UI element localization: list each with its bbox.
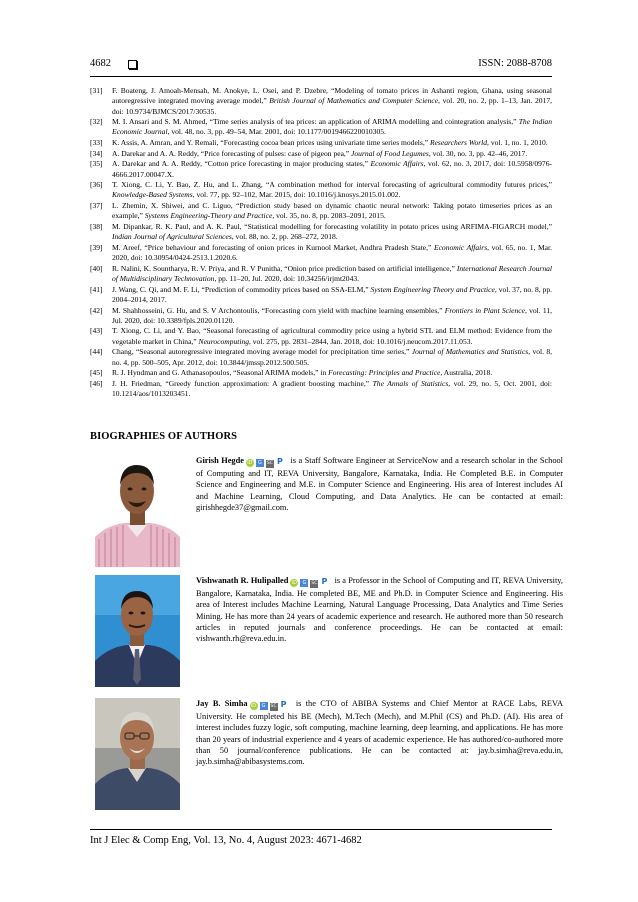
reference-number: [41] <box>90 284 103 294</box>
author-bio-text <box>196 455 563 513</box>
reference-text <box>112 159 552 180</box>
author-bio-text <box>196 575 563 644</box>
scopus-icon[interactable]: SC <box>266 461 273 466</box>
reference-number: [34] <box>90 148 103 158</box>
reference-list <box>90 86 552 400</box>
reference-text <box>112 326 552 347</box>
reference-source: Systems Engineering-Theory and Practice <box>144 211 273 221</box>
reference-source: The Indian Economic Journal <box>112 117 552 137</box>
reference-text <box>112 149 552 159</box>
reference-source: Frontiers in Plant Science <box>444 305 525 315</box>
section-heading: BIOGRAPHIES OF AUTHORS <box>90 431 238 442</box>
reference-item <box>90 326 552 347</box>
author-photo <box>95 575 180 687</box>
reference-item <box>90 159 552 180</box>
reference-details: , vol. 77, pp. 92–102, Mar. 2015, doi: 10.1016/j.knosys.2015.01.002. <box>192 190 401 200</box>
reference-authors-title: K. Assis, A. Amran, and Y. Remali, “Forecasting cocoa bean prices using univariate time series models,” <box>112 138 430 148</box>
reference-authors-title: J. Wang, C. Qi, and M. F. Li, “Prediction of commodity prices based on SSA-ELM,” <box>112 284 371 294</box>
author-profile-icons <box>290 576 330 588</box>
publons-icon[interactable]: P <box>321 577 328 586</box>
reference-details: , vol. 20, no. 2, pp. 1–13, Jan. 2017, doi: 10.9734/BJMCS/2017/30535. <box>112 96 552 116</box>
reference-details: , pp. 11–20, Jul. 2020, doi: 10.34256/irjmt2043. <box>214 274 360 284</box>
page-footer: Int J Elec & Comp Eng, Vol. 13, No. 4, August 2023: 4671-4682 <box>90 835 362 846</box>
reference-source: British Journal of Mathematics and Computer Science <box>269 96 439 106</box>
reference-number: [39] <box>90 242 103 252</box>
reference-details: , vol. 88, no. 2, pp. 268–272, 2018. <box>231 232 338 242</box>
author-photo <box>95 698 180 810</box>
reference-number: [43] <box>90 326 103 336</box>
publons-icon[interactable]: P <box>276 457 283 466</box>
reference-number: [33] <box>90 138 103 148</box>
page-header <box>90 58 552 76</box>
reference-text <box>112 86 552 117</box>
reference-number: [36] <box>90 180 103 190</box>
reference-number: [40] <box>90 263 103 273</box>
reference-item <box>90 149 552 159</box>
reference-source: Knowledge-Based Systems <box>112 190 193 200</box>
reference-source: Economic Affairs <box>370 159 424 169</box>
issn: ISSN: 2088-8708 <box>478 58 552 69</box>
reference-item <box>90 368 552 378</box>
orcid-icon[interactable]: iD <box>247 460 253 466</box>
reference-details: , vol. 11, Jul. 2020, doi: 10.3389/fpls.2020.01120. <box>112 305 552 325</box>
reference-source: Forecasting: Principles and Practice <box>328 368 441 378</box>
reference-item <box>90 117 552 138</box>
reference-item <box>90 306 552 327</box>
reference-number: [44] <box>90 347 103 357</box>
reference-item <box>90 243 552 264</box>
author-description: is a Professor in the School of Computing and IT, REVA University, Bangalore, Karnataka, India. He completed BE, ME and Ph.D. in Computer Science and Engineering. His area of Interest includes Machine Learning, Natural Language Processing, Data Analytics and Time Series Mining. He has more than 24 years of academic experience and research. He authored more than 50 research articles in reputed journals and conference proceedings. He can be contacted at email: vishwanth.rh@reva.edu.in. <box>196 576 564 644</box>
orcid-icon[interactable]: iD <box>250 703 257 709</box>
reference-authors-title: M. Shahhosseini, G. Hu, and S. V Archontoulis, “Forecasting corn yield with machine learning ensembles,” <box>112 305 445 315</box>
reference-details: , vol. 35, no. 8, pp. 2083–2091, 2015. <box>272 211 386 221</box>
reference-authors-title: A. Darekar and A. A. Reddy, “Price forecasting of pulses: case of pigeon pea,” <box>112 148 352 158</box>
reference-authors-title: Chang, “Seasonal autoregressive integrated moving average model for precipitation time series,” <box>112 347 412 357</box>
reference-authors-title: M. I. Ansari and S. M. Ahmed, “Time series analysis of tea prices: an application of ARIMA modelling and cointegration analysis,” <box>112 117 519 127</box>
reference-item <box>90 86 552 117</box>
reference-source: Neurocomputing <box>198 336 249 346</box>
reference-authors-title: F. Boateng, J. Amoah-Mensah, M. Anokye, L. Osei, and P. Dzebre, “Modeling of tomato prices in Ashanti region, Ghana, using seasonal autoregressive integrated moving average model,” <box>112 86 552 106</box>
reference-number: [37] <box>90 201 103 211</box>
reference-text <box>112 306 552 327</box>
reference-details: , Australia, 2018. <box>440 368 493 378</box>
author-photo <box>95 455 180 567</box>
reference-authors-title: T. Xiong, C. Li, and Y. Bao, “Seasonal forecasting of agricultural commodity price using a hybrid STL and ELM method: Evidence from the vegetable market in China,” <box>112 326 552 346</box>
page-number: 4682 <box>90 58 111 69</box>
google-scholar-icon[interactable]: G <box>300 579 308 587</box>
author-description: is the CTO of ABIBA Systems and Chief Mentor at RACE Labs, REVA University. He completed his BE (Mech), M.Tech (Mech), and M.Phil (CS) and Ph.D. (AI). His area of interest includes fuzzy logic, soft computing, machine learning, deep learning, and applications. He has more than 20 years of industrial experience and 4 years of academic experience. He has authored/co-authored more than 50 journal/conference publications. He can be contacted at: jay.b.simha@reva.edu.in, jay.b.simha@abibasystems.com. <box>196 699 563 767</box>
reference-authors-title: A. Darekar and A. A. Reddy, “Cotton price forecasting in major producing states,” <box>112 159 371 169</box>
google-scholar-icon[interactable]: G <box>260 702 268 710</box>
reference-authors-title: R. J. Hyndman and G. Athanasopoulos, “Seasonal ARIMA models,” in <box>112 368 329 378</box>
reference-text <box>112 201 552 222</box>
reference-text <box>112 243 552 264</box>
author-name: Vishwanath R. Hulipalled <box>196 576 289 585</box>
author-description: is a Staff Software Engineer at ServiceNow and a research scholar in the School of Computing and IT, REVA University, Bangalore, Karnataka, India. He Completed B.E. in Computer Science and Engineering and M.E. in Computer Science and Engineering. His area of Interest includes AI and Machine Learning, Cloud Computing, and Data Analytics. He can be contacted at email: girishhegde37@gmail.com. <box>196 456 563 512</box>
reference-details: , vol. 65, no. 1, Mar. 2020, doi: 10.30954/0424-2513.1.2020.6. <box>112 242 553 263</box>
reference-number: [31] <box>90 86 103 95</box>
reference-text <box>112 285 552 306</box>
author-profile-icons <box>250 699 290 711</box>
reference-text <box>112 138 552 148</box>
reference-source: Journal of Food Legumes <box>351 148 429 158</box>
reference-details: , vol. 62, no. 3, 2017, doi: 10.5958/0976-4666.2017.00047.X. <box>112 159 552 179</box>
reference-item <box>90 285 552 306</box>
reference-source: Economic Affairs <box>433 242 488 252</box>
reference-details: , vol. 37, no. 8, pp. 2004–2014, 2017. <box>112 284 552 304</box>
reference-source: Indian Journal of Agricultural Sciences <box>112 232 232 242</box>
header-rule <box>90 76 552 77</box>
reference-text <box>112 222 552 243</box>
reference-authors-title: L. Zhemin, X. Shiwei, and C. Liguo, “Prediction study based on dynamic chaotic neural network: Taking potato timeseries prices as an example,” <box>112 201 552 221</box>
reference-number: [32] <box>90 117 103 127</box>
reference-authors-title: J. H. Friedman, “Greedy function approximation: A gradient boosting machine,” <box>112 378 373 388</box>
reference-details: , vol. 30, no. 3, pp. 42–46, 2017. <box>428 148 528 158</box>
reference-details: , vol. 8, no. 4, pp. 500–505, Apr. 2012, doi: 10.3844/jmssp.2012.500.505. <box>112 347 553 367</box>
author-bio-text <box>196 698 563 767</box>
google-scholar-icon[interactable]: G <box>256 459 264 467</box>
author-name: Girish Hegde <box>196 456 244 465</box>
orcid-icon[interactable]: iD <box>291 580 298 586</box>
reference-number: [42] <box>90 305 103 315</box>
reference-item <box>90 347 552 368</box>
author-profile-icons <box>246 456 286 468</box>
reference-source: The Annals of Statistics <box>372 378 449 388</box>
reference-item <box>90 222 552 243</box>
reference-text <box>112 379 552 400</box>
reference-number: [46] <box>90 378 103 388</box>
reference-authors-title: R. Nalini, K. Sountharya, R. V. Priya, and R. V Punitha, “Onion price prediction based on artificial intelligence,” <box>112 263 457 273</box>
reference-item <box>90 138 552 148</box>
reference-details: , vol. 48, no. 3, pp. 49–54, Mar. 2001, doi: 10.1177/0019466220010305. <box>167 127 386 137</box>
reference-item <box>90 264 552 285</box>
author-name: Jay B. Simha <box>196 699 248 708</box>
square-icon <box>128 60 137 69</box>
reference-details: , vol. 1, no. 1, 2010. <box>487 138 548 148</box>
reference-source: Journal of Mathematics and Statistics <box>411 347 529 357</box>
reference-authors-title: M. Dipankar, R. K. Paul, and A. K. Paul, “Statistical modelling for forecasting volatility in potato prices using ARFIMA-FIGARCH model,” <box>112 221 552 231</box>
reference-item <box>90 180 552 201</box>
reference-item <box>90 201 552 222</box>
reference-details: , vol. 275, pp. 2831–2844, Jan. 2018, doi: 10.1016/j.neucom.2017.11.053. <box>249 336 473 346</box>
reference-number: [35] <box>90 159 103 169</box>
reference-text <box>112 117 552 138</box>
reference-number: [45] <box>90 368 103 378</box>
reference-authors-title: M. Areef, “Price behaviour and forecasting of onion prices in Kurnool Market, Andhra Pradesh State,” <box>112 242 434 252</box>
reference-authors-title: T. Xiong, C. Li, Y. Bao, Z. Hu, and L. Zhang, “A combination method for interval forecasting of agricultural commodity futures prices,” <box>112 180 552 190</box>
reference-text <box>112 347 552 368</box>
reference-text <box>112 180 552 201</box>
scopus-icon[interactable]: SC <box>270 704 277 709</box>
reference-source: International Research Journal of Multidisciplinary Technovation <box>112 263 552 284</box>
reference-item <box>90 379 552 400</box>
reference-source: System Engineering Theory and Practice <box>370 284 495 294</box>
reference-text <box>112 264 552 285</box>
reference-text <box>112 368 552 378</box>
footer-rule <box>90 829 552 830</box>
reference-details: , vol. 29, no. 5, Oct. 2001, doi: 10.1214/aos/1013203451. <box>112 378 552 399</box>
reference-source: Researchers World <box>429 138 488 148</box>
scopus-icon[interactable]: SC <box>311 581 318 586</box>
publons-icon[interactable]: P <box>280 700 287 709</box>
reference-number: [38] <box>90 221 103 231</box>
